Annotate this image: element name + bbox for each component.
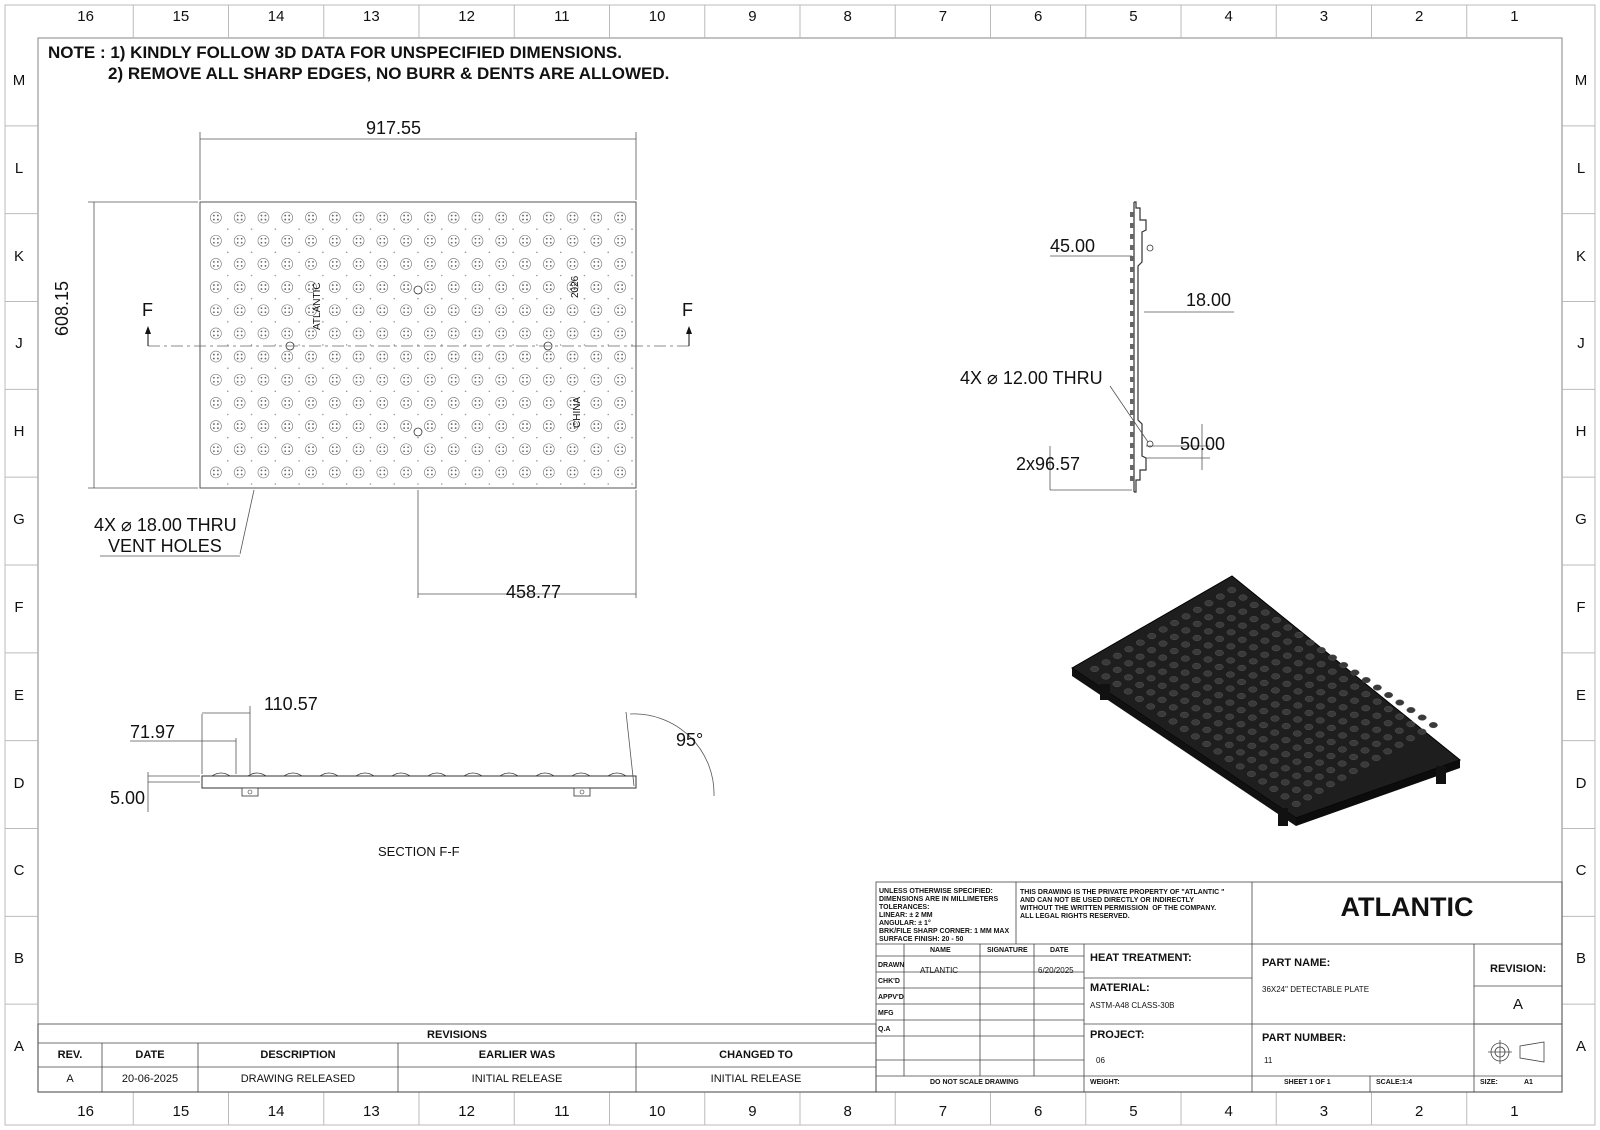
zone-ticks (5, 5, 1595, 1125)
revisions-header-cell: DESCRIPTION (260, 1049, 336, 1061)
revisions-cell: A (66, 1073, 74, 1085)
zone-column-top: 12 (458, 8, 475, 25)
zone-row-right: H (1575, 423, 1587, 441)
zone-row-left: M (12, 71, 26, 89)
size-label: SIZE: (1480, 1079, 1498, 1086)
zone-column-bot: 4 (1224, 1103, 1233, 1120)
col-name: NAME (930, 947, 951, 954)
zone-row-left: A (13, 1038, 24, 1056)
revisions-header-cell: EARLIER WAS (478, 1049, 556, 1061)
zone-row-right: D (1575, 774, 1587, 792)
inner-border (38, 38, 1562, 1092)
zone-row-left: K (13, 247, 24, 265)
part-name-label: PART NAME: (1262, 957, 1331, 969)
zone-column-bot: 8 (843, 1103, 852, 1120)
zone-row-left: C (13, 862, 25, 880)
zone-row-right: J (1577, 335, 1585, 353)
general-notes (48, 42, 669, 84)
zone-row-right: M (1574, 71, 1588, 89)
revisions-title: REVISIONS (427, 1029, 487, 1041)
project-label: PROJECT: (1090, 1029, 1145, 1041)
angle-arc (630, 714, 714, 796)
sheet-number: SHEET 1 OF 1 (1284, 1079, 1331, 1086)
cast-text-atlantic: ATLANTIC (312, 282, 323, 330)
revisions-cell: INITIAL RELEASE (710, 1073, 802, 1085)
zone-column-bot: 2 (1414, 1103, 1424, 1120)
angle-95: 95° (676, 730, 704, 750)
drawn-name: ATLANTIC (920, 966, 959, 975)
zone-row-left: D (13, 774, 25, 792)
zone-row-left: B (13, 950, 24, 968)
dim-18: 18.00 (1186, 290, 1232, 310)
revision-value: A (1512, 996, 1523, 1013)
weight-label: WEIGHT: (1090, 1079, 1120, 1086)
zone-row-left: L (14, 159, 24, 177)
revisions-header-cell: CHANGED TO (719, 1049, 793, 1061)
part-number-value: 11 (1264, 1056, 1273, 1065)
dim-110: 110.57 (264, 694, 318, 714)
title-block-row-label: CHK'D (878, 978, 900, 985)
title-block-row-label: APPV'D (878, 994, 904, 1001)
dim-5: 5.00 (110, 788, 146, 808)
zone-column-bot: 9 (748, 1103, 757, 1120)
zone-row-right: K (1575, 247, 1586, 265)
dim-2x: 2x96.57 (1016, 454, 1081, 474)
dim-width: 917.55 (366, 118, 422, 138)
cast-text-year: 2026 (570, 275, 581, 298)
zone-column-bot: 10 (648, 1103, 666, 1120)
title-block-row-label: MFG (878, 1010, 894, 1017)
zone-column-bot: 12 (458, 1103, 475, 1120)
heat-treatment-label: HEAT TREATMENT: (1090, 952, 1192, 964)
drawn-date: 6/20/2025 (1038, 966, 1074, 975)
cast-text-china: CHINA (572, 396, 583, 428)
zone-row-left: F (14, 598, 24, 616)
projection-symbol (1488, 1040, 1544, 1064)
note-line-2: 2) REMOVE ALL SHARP EDGES, NO BURR & DENTS ARE ALLOWED. (108, 64, 670, 83)
zone-row-left: E (13, 686, 24, 704)
section-label: SECTION F-F (378, 844, 460, 859)
outer-border (5, 5, 1595, 1125)
company-name: ATLANTIC (1340, 892, 1474, 922)
zone-column-top: 8 (843, 8, 852, 25)
zone-column-bot: 11 (554, 1103, 570, 1120)
zone-row-right: C (1575, 862, 1587, 880)
zone-column-top: 10 (648, 8, 666, 25)
title-block-row-label: DRAWN (878, 962, 905, 969)
dim-45: 45.00 (1050, 236, 1096, 256)
hole-callout: 4X ⌀ 12.00 THRU (960, 368, 1103, 388)
zone-column-bot: 6 (1033, 1103, 1043, 1120)
side-profile (1134, 202, 1146, 492)
col-signature: SIGNATURE (987, 947, 1028, 954)
zone-column-top: 7 (938, 8, 948, 25)
dim-height: 608.15 (52, 280, 72, 336)
zone-column-bot: 14 (267, 1103, 285, 1120)
zone-row-left: G (13, 511, 25, 529)
zone-column-top: 1 (1510, 8, 1519, 25)
zone-column-bot: 7 (938, 1103, 948, 1120)
zone-column-top: 3 (1319, 8, 1329, 25)
zone-column-top: 4 (1224, 8, 1233, 25)
zone-column-top: 11 (554, 8, 570, 25)
zone-column-top: 14 (267, 8, 285, 25)
zone-column-bot: 5 (1129, 1103, 1138, 1120)
project-value: 06 (1096, 1056, 1105, 1065)
dim-50: 50.00 (1180, 434, 1226, 454)
zone-row-right: F (1576, 598, 1586, 616)
zone-column-bot: 16 (77, 1103, 94, 1120)
tolerance-notes: UNLESS OTHERWISE SPECIFIED: DIMENSIONS ARE IN MILLIMETERS TOLERANCES: LINEAR: ± 2 MM ANGULAR: ± 1° BRK/FILE SHARP CORNER: 1 MM MAX SURFACE FINISH: 20 - 50 (879, 888, 1010, 943)
zone-column-top: 9 (748, 8, 757, 25)
note-line-1: NOTE : 1) KINDLY FOLLOW 3D DATA FOR UNSPECIFIED DIMENSIONS. (48, 43, 622, 62)
scale: SCALE:1:4 (1376, 1079, 1413, 1086)
revisions-header-cell: DATE (135, 1049, 165, 1061)
revisions-cell: DRAWING RELEASED (240, 1073, 356, 1085)
vent-callout-line2: VENT HOLES (108, 536, 222, 556)
dim-half-width: 458.77 (506, 582, 562, 602)
part-number-label: PART NUMBER: (1262, 1032, 1347, 1044)
title-block-row-label: Q.A (878, 1026, 891, 1033)
zone-row-left: H (13, 423, 25, 441)
zone-column-bot: 1 (1510, 1103, 1519, 1120)
zone-row-right: L (1576, 159, 1586, 177)
zone-column-top: 15 (172, 8, 190, 25)
zone-column-bot: 13 (363, 1103, 380, 1120)
revision-label: REVISION: (1490, 963, 1547, 975)
material-label: MATERIAL: (1090, 982, 1150, 994)
section-marker-right: F (682, 300, 693, 320)
zone-row-left: J (15, 335, 23, 353)
zone-column-top: 5 (1129, 8, 1138, 25)
zone-column-bot: 15 (172, 1103, 190, 1120)
zone-column-top: 16 (77, 8, 94, 25)
do-not-scale: DO NOT SCALE DRAWING (930, 1079, 1019, 1086)
zone-column-bot: 3 (1319, 1103, 1329, 1120)
col-date: DATE (1050, 947, 1069, 954)
revisions-cell: 20-06-2025 (121, 1073, 179, 1085)
dim-71: 71.97 (130, 722, 176, 742)
revisions-cell: INITIAL RELEASE (471, 1073, 563, 1085)
size-value: A1 (1524, 1079, 1533, 1086)
part-name-value: 36X24" DETECTABLE PLATE (1262, 985, 1370, 994)
section-view (130, 706, 714, 812)
vent-callout-line1: 4X ⌀ 18.00 THRU (94, 515, 237, 535)
material-value: ASTM-A48 CLASS-30B (1090, 1001, 1175, 1010)
zone-column-top: 13 (363, 8, 380, 25)
iso-view (1072, 576, 1460, 826)
zone-row-right: A (1575, 1038, 1586, 1056)
zone-row-right: E (1575, 686, 1586, 704)
vent-leader (240, 490, 254, 554)
zone-column-top: 2 (1414, 8, 1424, 25)
revisions-header-cell: REV. (57, 1049, 83, 1061)
section-marker-left: F (142, 300, 153, 320)
zone-row-right: G (1575, 511, 1587, 529)
zone-row-right: B (1575, 950, 1586, 968)
zone-column-top: 6 (1033, 8, 1043, 25)
property-notice: THIS DRAWING IS THE PRIVATE PROPERTY OF "ATLANTIC " AND CAN NOT BE USED DIRECTLY OR INDIRECTLY WITHOUT THE WRITTEN PERMISSION OF THE COMPANY. ALL LEGAL RIGHTS RESERVED. (1020, 889, 1225, 920)
